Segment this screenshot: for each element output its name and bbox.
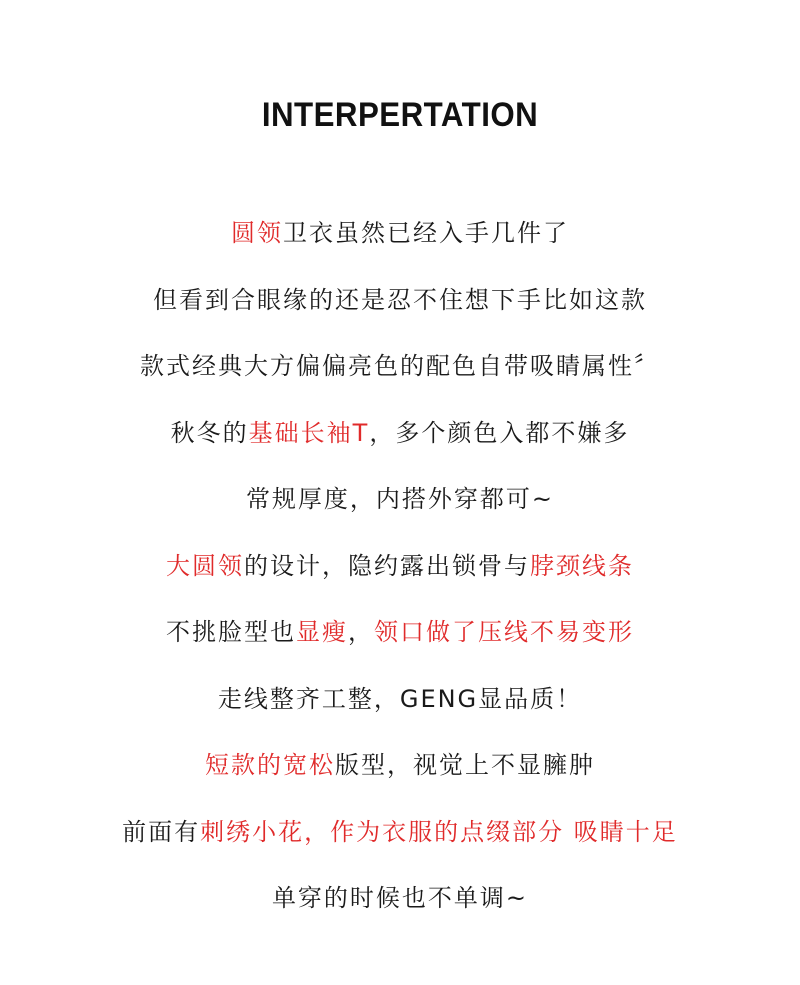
- body-text: 款式经典大方偏偏亮色的配色自带吸睛属性〞: [140, 352, 660, 380]
- description-line: [0, 208, 800, 275]
- highlighted-text: 脖颈线条: [530, 551, 634, 580]
- body-text: 前面有: [122, 817, 201, 846]
- body-text: 走线整齐工整，GENG显品质！: [217, 684, 583, 713]
- body-text: 秋冬的: [170, 418, 249, 447]
- description-line: [0, 275, 800, 342]
- highlighted-text: 短款的宽松: [205, 751, 335, 779]
- body-text: 但看到合眼缘的还是忍不住想下手比如这款: [153, 285, 647, 314]
- description-line: [0, 408, 800, 475]
- body-text: 不挑脸型也: [166, 618, 296, 646]
- description-line: [0, 541, 800, 608]
- description-line: [0, 341, 800, 408]
- description-line: [0, 873, 800, 940]
- description-lines: [0, 208, 800, 940]
- highlighted-text: 刺绣小花，作为衣服的点缀部分 吸睛十足: [200, 817, 678, 846]
- body-text: 的设计，隐约露出锁骨与: [244, 551, 530, 580]
- body-text: 卫衣虽然已经入手几件了: [283, 219, 569, 247]
- highlighted-text: 领口做了压线不易变形: [374, 618, 634, 646]
- body-text: 版型，视觉上不显臃肿: [335, 751, 595, 779]
- description-line: [0, 740, 800, 807]
- body-text: ，: [348, 618, 374, 646]
- page-title: INTERPERTATION: [261, 96, 539, 134]
- description-line: [0, 674, 800, 741]
- highlighted-text: 圆领: [231, 219, 283, 247]
- description-line: [0, 474, 800, 541]
- description-line: [0, 807, 800, 874]
- description-line: [0, 607, 800, 674]
- body-text: 单穿的时候也不单调~: [271, 884, 529, 912]
- highlighted-text: 显瘦: [296, 618, 348, 646]
- body-text: ，多个颜色入都不嫌多: [369, 418, 630, 447]
- highlighted-text: 大圆领: [166, 551, 244, 580]
- body-text: 常规厚度，内搭外穿都可~: [245, 485, 555, 513]
- highlighted-text: 基础长袖T: [248, 418, 370, 447]
